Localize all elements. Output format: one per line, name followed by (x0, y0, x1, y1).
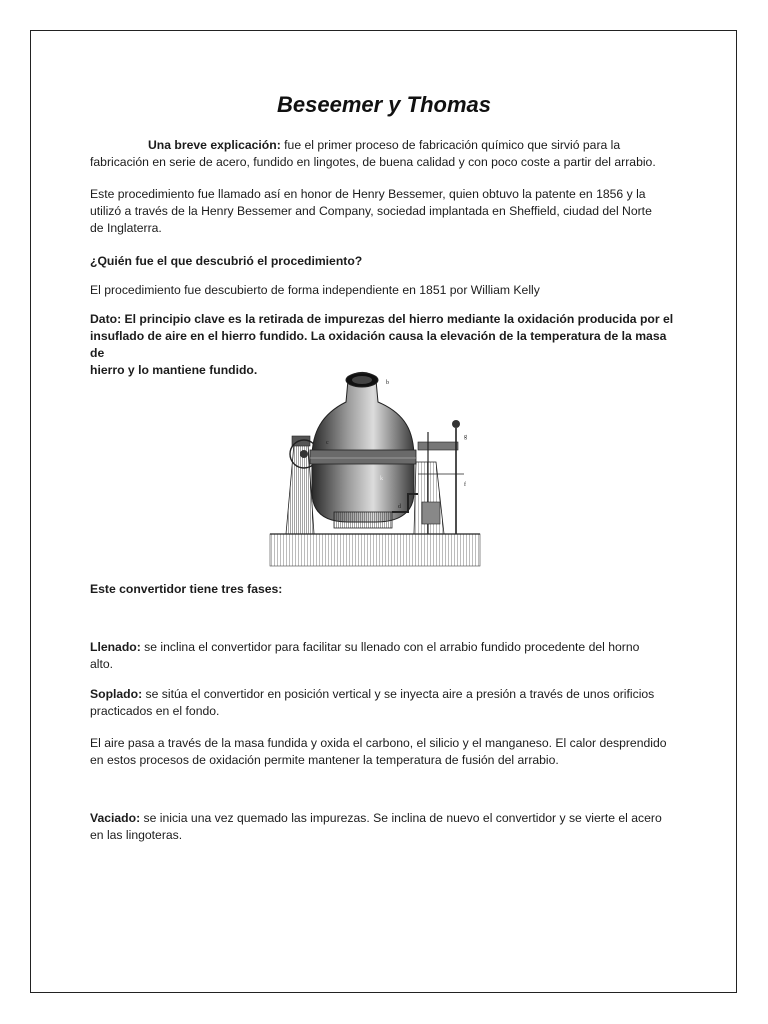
phases-heading: Este convertidor tiene tres fases: (90, 582, 283, 596)
history-line-1: Este procedimiento fue llamado así en honor de Henry Bessemer, quien obtuvo la patente en 1856 y la (90, 187, 646, 201)
emptying-label: Vaciado: (90, 811, 141, 825)
bessemer-converter-illustration (268, 362, 482, 568)
document-title: Beseemer y Thomas (277, 92, 491, 117)
air-line-1: El aire pasa a través de la masa fundida y oxida el carbono, el silicio y el manganeso. El calor desprendido (90, 736, 667, 750)
emptying-line-2: en las lingoteras. (90, 828, 183, 842)
intro-line-2: fabricación en serie de acero, fundido en lingotes, de buena calidad y con poco coste a partir del arrabio. (90, 155, 656, 169)
answer-paragraph: El procedimiento fue descubierto de forma independiente en 1851 por William Kelly (90, 283, 540, 297)
question-heading: ¿Quién fue el que descubrió el procedimiento? (90, 254, 363, 268)
figure-letter-b: b (386, 380, 389, 386)
history-line-3: de Inglaterra. (90, 221, 162, 235)
filling-line-1: se inclina el convertidor para facilitar su llenado con el arrabio fundido procedente del horno (140, 640, 640, 654)
air-paragraph (90, 735, 680, 769)
filling-line-2: alto. (90, 657, 114, 671)
blowing-line-2: practicados en el fondo. (90, 704, 220, 718)
fact-line-3: hierro y lo mantiene fundido. (90, 363, 258, 377)
figure-letter-d: d (398, 504, 401, 510)
history-paragraph (90, 186, 680, 237)
history-line-2: utilizó a través de la Henry Bessemer and Company, sociedad implantada en Sheffield, ciudad del Norte (90, 204, 652, 218)
filling-paragraph (90, 639, 680, 673)
figure-letter-c: c (326, 440, 329, 446)
blowing-line-1: se sitúa el convertidor en posición vertical y se inyecta aire a presión a través de unos orificios (142, 687, 655, 701)
filling-label: Llenado: (90, 640, 141, 654)
intro-line-1: fue el primer proceso de fabricación químico que sirvió para la (280, 138, 621, 152)
figure-letter-g: g (464, 434, 467, 440)
blowing-label: Soplado: (90, 687, 143, 701)
fact-line-1: Dato: El principio clave es la retirada de impurezas del hierro mediante la oxidación producida por el (90, 312, 674, 326)
air-line-2: en estos procesos de oxidación permite mantener la temperatura de fusión del arrabio. (90, 753, 559, 767)
fact-line-2: insuflado de aire en el hierro fundido. La oxidación causa la elevación de la temperatura de la masa de (90, 329, 667, 360)
emptying-paragraph (90, 810, 680, 844)
intro-paragraph (90, 137, 680, 171)
figure-letter-f: f (464, 482, 466, 488)
figure-letter-k: k (380, 476, 383, 482)
emptying-line-1: se inicia una vez quemado las impurezas. Se inclina de nuevo el convertidor y se vierte el acero (140, 811, 662, 825)
intro-lead: Una breve explicación: (148, 138, 281, 152)
blowing-paragraph (90, 686, 680, 720)
